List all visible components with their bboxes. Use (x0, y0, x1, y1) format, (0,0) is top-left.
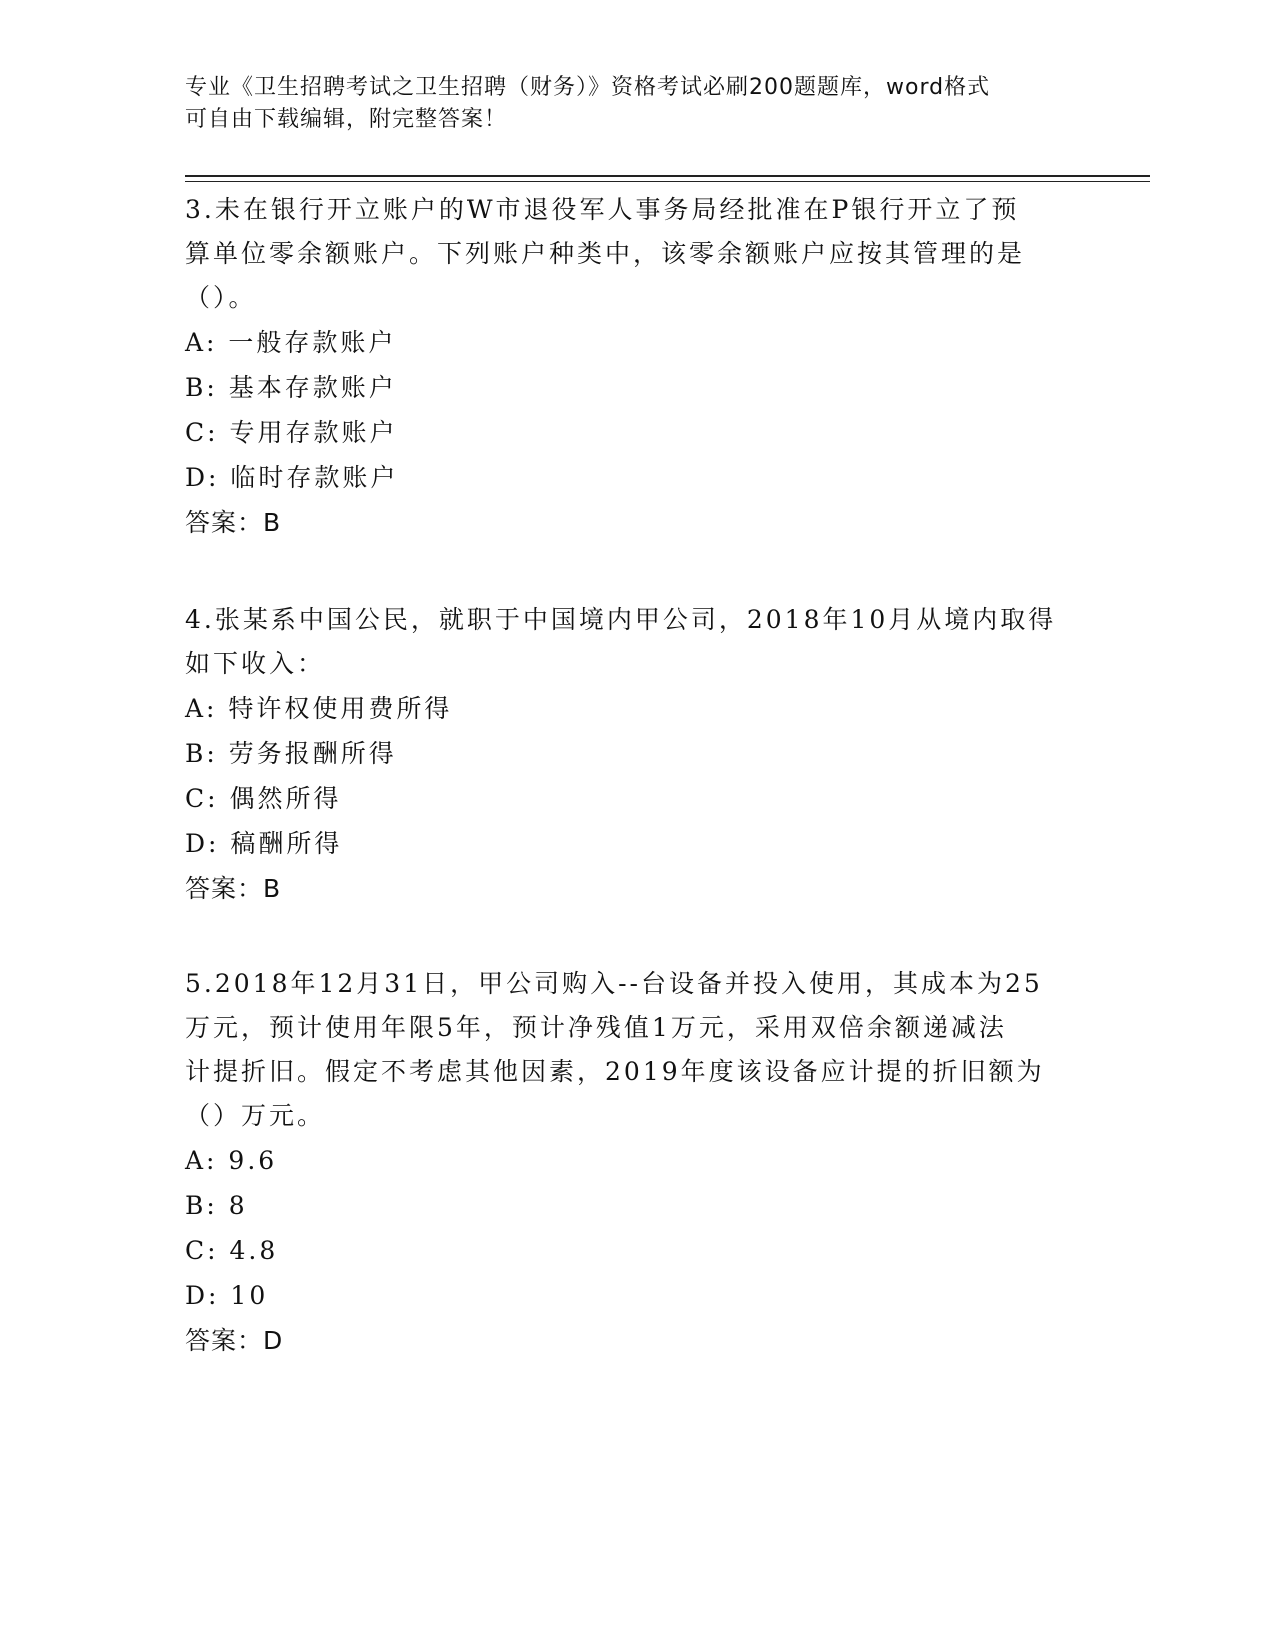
option-a: A: 特许权使用费所得 (185, 694, 453, 723)
option-b: B: 基本存款账户 (185, 373, 397, 402)
question-4 (185, 598, 1065, 912)
answer-label: 答案：D (185, 1326, 284, 1355)
question-5 (185, 962, 1065, 1364)
question-stem-line: 5.2018年12月31日，甲公司购入--台设备并投入使用，其成本为25 (185, 969, 1043, 998)
option-c: C: 4.8 (185, 1236, 279, 1265)
answer-label: 答案：B (185, 508, 282, 537)
question-stem-line: 计提折旧。假定不考虑其他因素，2019年度该设备应计提的折旧额为 (185, 1057, 1045, 1086)
option-d: D: 临时存款账户 (185, 463, 399, 492)
option-a: A: 9.6 (185, 1146, 278, 1175)
document-header (185, 72, 1065, 136)
question-stem-line: 4.张某系中国公民，就职于中国境内甲公司，2018年10月从境内取得 (185, 605, 1057, 634)
option-c: C: 专用存款账户 (185, 418, 398, 447)
option-d: D: 稿酬所得 (185, 829, 343, 858)
question-stem-line: （）。 (185, 283, 257, 312)
header-line-1: 专业《卫生招聘考试之卫生招聘（财务）》资格考试必刷200题题库，word格式 (185, 75, 991, 100)
option-c: C: 偶然所得 (185, 784, 342, 813)
question-stem-line: （）万元。 (185, 1101, 326, 1130)
option-d: D: 10 (185, 1281, 269, 1310)
question-3 (185, 188, 1065, 546)
option-b: B: 8 (185, 1191, 248, 1220)
question-stem-line: 算单位零余额账户。下列账户种类中，该零余额账户应按其管理的是 (185, 239, 1026, 268)
question-stem-line: 万元，预计使用年限5年，预计净残值1万元，采用双倍余额递减法 (185, 1013, 1007, 1042)
header-divider-thin (185, 181, 1150, 182)
question-stem-line: 如下收入： (185, 649, 326, 678)
option-b: B: 劳务报酬所得 (185, 739, 397, 768)
answer-label: 答案：B (185, 874, 282, 903)
header-divider-thick (185, 175, 1150, 177)
header-line-2: 可自由下载编辑，附完整答案！ (185, 107, 508, 132)
option-a: A: 一般存款账户 (185, 328, 397, 357)
question-stem-line: 3.未在银行开立账户的W市退役军人事务局经批准在P银行开立了预 (185, 195, 1020, 224)
